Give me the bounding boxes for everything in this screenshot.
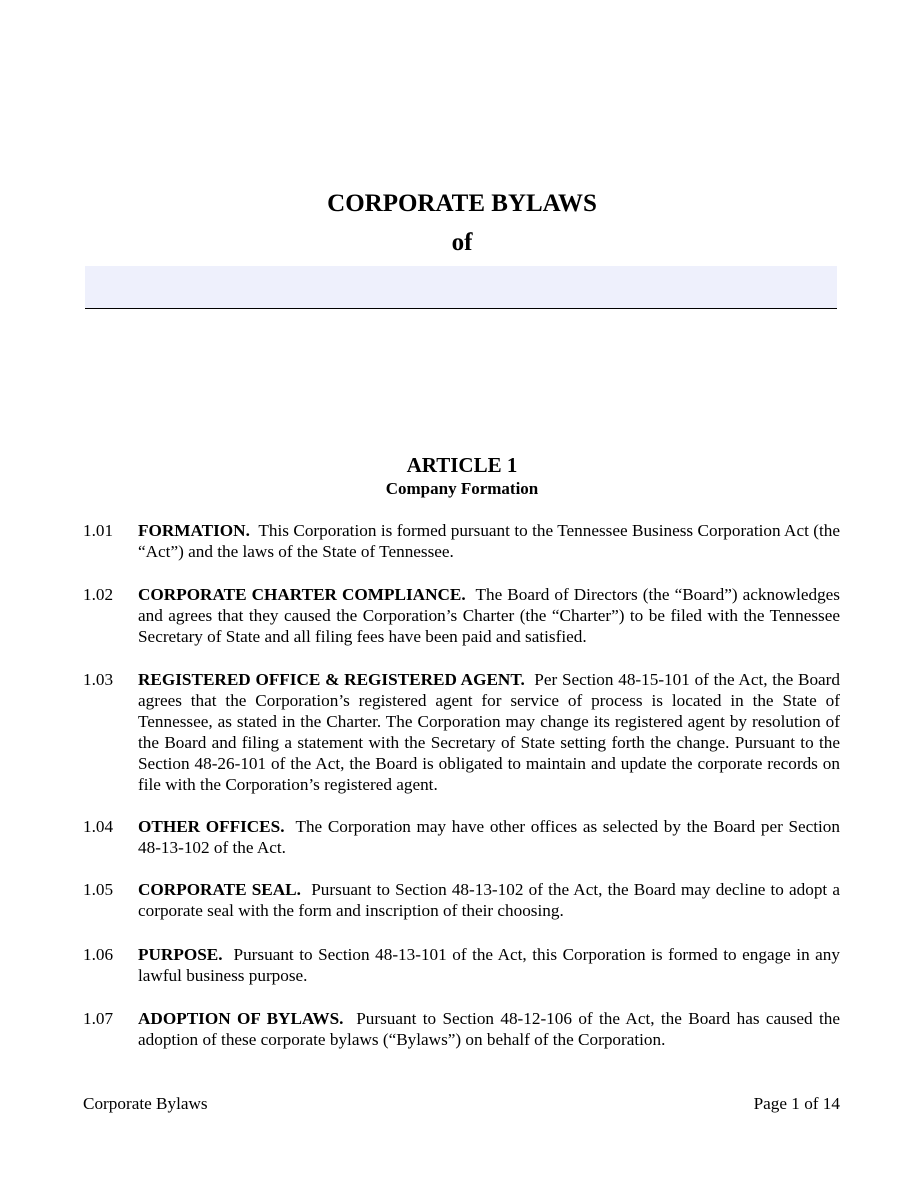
section-1-02 bbox=[83, 584, 840, 647]
section-text: The Corporation may have other offices as selected by the Board per Section 48-13-102 of the Act. bbox=[138, 817, 840, 857]
section-number: 1.05 bbox=[83, 880, 114, 899]
section-heading: REGISTERED OFFICE & REGISTERED AGENT. bbox=[138, 670, 525, 689]
section-body bbox=[138, 944, 840, 986]
section-1-05 bbox=[83, 879, 840, 921]
article-subtitle: Company Formation bbox=[385, 479, 539, 498]
section-text: This Corporation is formed pursuant to the Tennessee Business Corporation Act (the “Act”) and the laws of the State of Tennessee. bbox=[138, 521, 840, 561]
section-number: 1.04 bbox=[83, 817, 114, 836]
footer-document-title: Corporate Bylaws bbox=[83, 1094, 208, 1113]
section-text: Pursuant to Section 48-13-101 of the Act, this Corporation is formed to engage in any lawful business purpose. bbox=[138, 945, 840, 985]
section-text: Pursuant to Section 48-13-102 of the Act, the Board may decline to adopt a corporate seal with the form and inscription of their choosing. bbox=[138, 880, 841, 920]
section-text: The Board of Directors (the “Board”) acknowledges and agrees that they caused the Corporation’s Charter (the “Charter”) to be filed with the Tennessee Secretary of State and all filing fees have been paid and satisfied. bbox=[138, 585, 840, 646]
section-heading: CORPORATE SEAL. bbox=[138, 880, 301, 899]
section-number: 1.03 bbox=[83, 670, 114, 689]
section-heading: CORPORATE CHARTER COMPLIANCE. bbox=[138, 585, 466, 604]
section-number: 1.07 bbox=[83, 1009, 114, 1028]
section-number: 1.06 bbox=[83, 945, 114, 964]
section-text: Per Section 48-15-101 of the Act, the Board agrees that the Corporation’s registered agent for service of process is located in the State of Tennessee, as stated in the Charter. The Corporation may change its registered agent by resolution of the Board and filing a statement with the Secretary of State setting forth the change. Pursuant to the Section 48-26-101 of the Act, the Board is obligated to maintain and update the corporate records on file with the Corporation’s registered agent. bbox=[138, 670, 840, 794]
section-body bbox=[138, 816, 840, 858]
company-name-field[interactable] bbox=[85, 266, 837, 309]
section-1-04 bbox=[83, 816, 840, 858]
section-heading: PURPOSE. bbox=[138, 945, 223, 964]
section-1-07 bbox=[83, 1008, 840, 1050]
section-body bbox=[138, 584, 840, 647]
section-body bbox=[138, 520, 840, 562]
section-number: 1.01 bbox=[83, 521, 114, 540]
section-1-03 bbox=[83, 669, 840, 795]
document-title: CORPORATE BYLAWS bbox=[327, 190, 597, 217]
section-1-06 bbox=[83, 944, 840, 986]
section-body bbox=[138, 1008, 840, 1050]
section-text: Pursuant to Section 48-12-106 of the Act, the Board has caused the adoption of these corporate bylaws (“Bylaws”) on behalf of the Corporation. bbox=[138, 1009, 841, 1049]
document-of-label: of bbox=[451, 229, 473, 256]
section-number: 1.02 bbox=[83, 585, 114, 604]
section-body bbox=[138, 879, 840, 921]
section-heading: OTHER OFFICES. bbox=[138, 817, 285, 836]
article-heading: ARTICLE 1 bbox=[406, 453, 518, 477]
section-heading: FORMATION. bbox=[138, 521, 250, 540]
section-body bbox=[138, 669, 840, 795]
footer-page-number: Page 1 of 14 bbox=[753, 1094, 840, 1113]
section-1-01 bbox=[83, 520, 840, 562]
section-heading: ADOPTION OF BYLAWS. bbox=[138, 1009, 344, 1028]
